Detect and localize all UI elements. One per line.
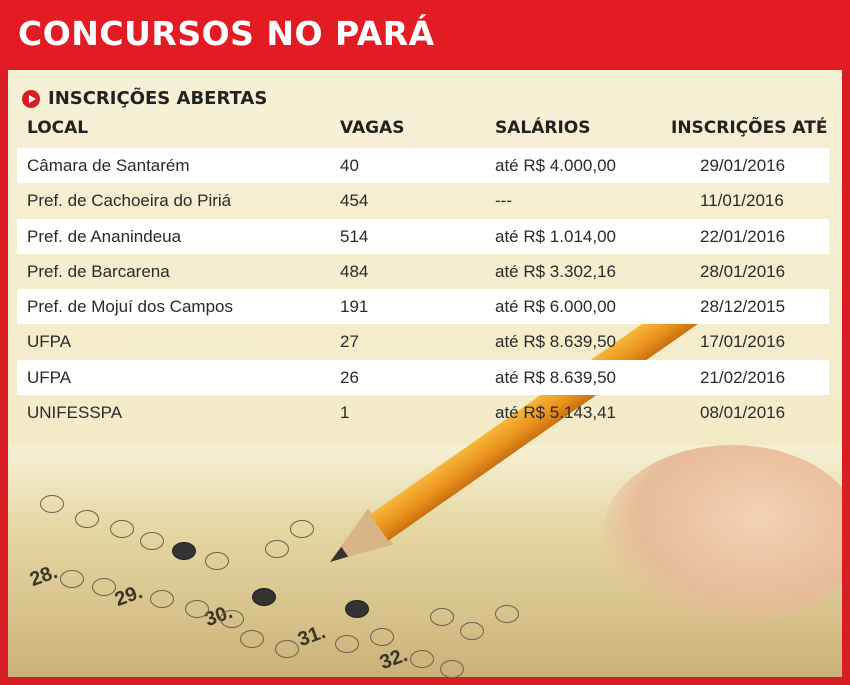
table-row [17, 395, 829, 430]
cell-salario: até R$ 3.302,16 [495, 261, 616, 281]
cell-salario: --- [495, 191, 512, 211]
column-header-vagas: VAGAS [340, 118, 405, 138]
cell-local: UFPA [27, 332, 72, 352]
cell-vagas: 514 [340, 226, 369, 246]
cell-vagas: 484 [340, 261, 369, 281]
cell-local: Pref. de Mojuí dos Campos [27, 297, 233, 317]
answer-bubble [150, 590, 174, 608]
cell-vagas: 454 [340, 191, 369, 211]
table-row [17, 219, 829, 254]
table-row [17, 148, 829, 183]
question-number: 32. [376, 643, 411, 675]
cell-local: Pref. de Cachoeira do Piriá [27, 191, 232, 211]
answer-bubble [110, 520, 134, 538]
cell-data: 29/01/2016 [700, 156, 786, 175]
cell-local: Pref. de Barcarena [27, 261, 170, 281]
answer-bubble [140, 532, 164, 550]
page-title: CONCURSOS NO PARÁ [18, 14, 435, 53]
answer-bubble-filled [252, 588, 276, 606]
answer-bubble-filled [345, 600, 369, 618]
column-header-local: LOCAL [27, 118, 89, 138]
table-row [17, 360, 829, 395]
question-number: 31. [294, 620, 329, 652]
answer-bubble [205, 552, 229, 570]
answer-bubble [240, 630, 264, 648]
answer-bubble [290, 520, 314, 538]
question-number: 29. [111, 580, 146, 612]
table-row [17, 289, 829, 324]
answer-bubble [495, 605, 519, 623]
cell-data: 08/01/2016 [700, 403, 786, 423]
cell-salario: até R$ 5.143,41 [495, 403, 616, 423]
answer-bubble [60, 570, 84, 588]
cell-data: 28/12/2015 [700, 297, 786, 317]
answer-bubble [92, 578, 116, 596]
cell-vagas: 1 [340, 403, 350, 423]
cell-local: UFPA [27, 367, 72, 387]
cell-vagas: 27 [340, 332, 359, 352]
answer-bubble [410, 650, 434, 668]
section-heading [22, 88, 267, 109]
answer-bubble [460, 622, 484, 640]
answer-bubble [75, 510, 99, 528]
answer-bubble [275, 640, 299, 658]
cell-local: UNIFESSPA [27, 403, 123, 423]
answer-bubble [40, 495, 64, 513]
cell-local: Pref. de Ananindeua [27, 226, 182, 246]
cell-salario: até R$ 6.000,00 [495, 297, 616, 317]
answer-bubble [220, 610, 244, 628]
table-row [17, 254, 829, 289]
cell-data: 28/01/2016 [700, 261, 786, 281]
answer-bubble [265, 540, 289, 558]
question-number: 30. [201, 600, 236, 632]
cell-data: 21/02/2016 [700, 367, 786, 387]
column-header-salarios: SALÁRIOS [495, 118, 591, 138]
cell-vagas: 191 [340, 297, 369, 317]
cell-data: 22/01/2016 [700, 226, 786, 246]
table-row [17, 183, 829, 218]
header-banner [0, 0, 850, 70]
cell-salario: até R$ 4.000,00 [495, 156, 616, 175]
answer-bubble [440, 660, 464, 678]
cell-salario: até R$ 8.639,50 [495, 367, 616, 387]
question-number: 28. [26, 560, 61, 592]
column-header-inscricoes: INSCRIÇÕES ATÉ [671, 118, 828, 138]
answer-bubble-filled [172, 542, 196, 560]
cell-local: Câmara de Santarém [27, 156, 190, 175]
answer-bubble [430, 608, 454, 626]
section-label: INSCRIÇÕES ABERTAS [48, 88, 268, 109]
cell-vagas: 26 [340, 367, 359, 387]
cell-salario: até R$ 8.639,50 [495, 332, 616, 352]
answer-bubble [335, 635, 359, 653]
table-body [17, 148, 829, 430]
answer-bubble [370, 628, 394, 646]
table-row [17, 324, 829, 359]
hand-image [602, 445, 842, 625]
cell-salario: até R$ 1.014,00 [495, 226, 616, 246]
answer-bubble [185, 600, 209, 618]
cell-vagas: 40 [340, 156, 359, 175]
cell-data: 11/01/2016 [700, 191, 784, 211]
cell-data: 17/01/2016 [700, 332, 786, 352]
play-icon [22, 90, 40, 108]
